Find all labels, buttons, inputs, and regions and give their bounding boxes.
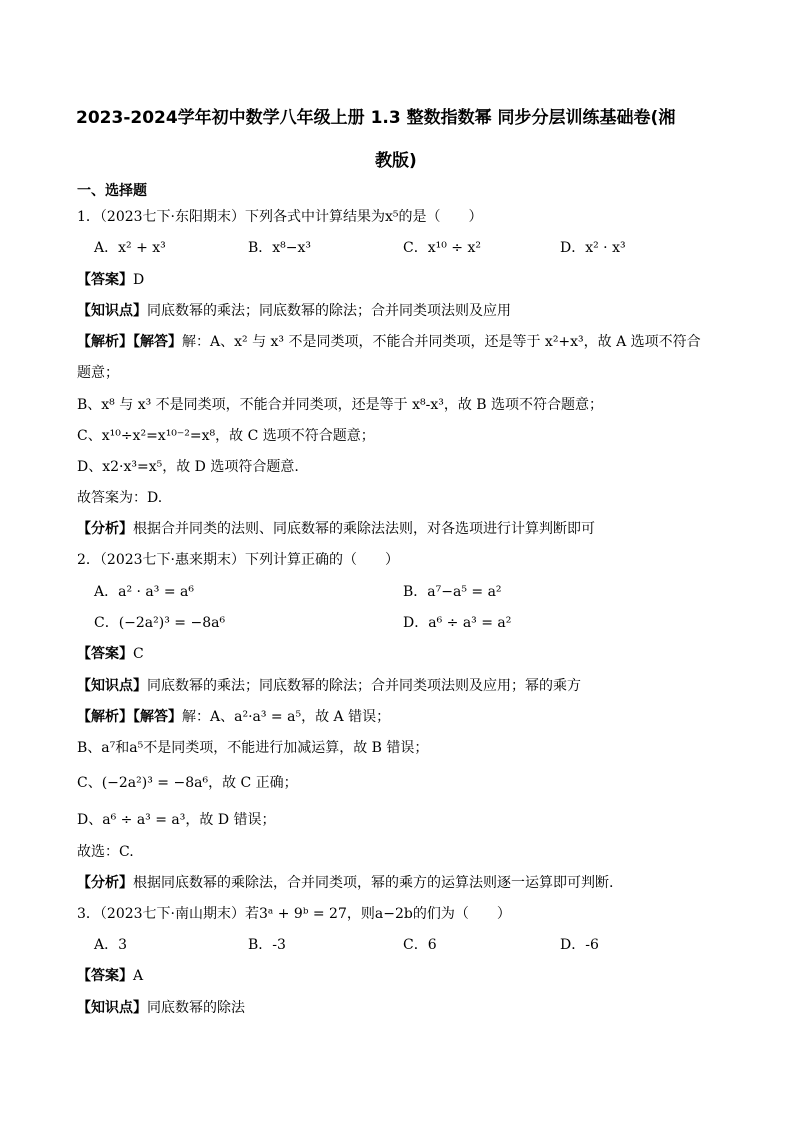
q1-knowledge: [77, 302, 511, 320]
answer-value: C: [133, 646, 144, 662]
q1-stem: 1．（2023七下·东阳期末）下列各式中计算结果为x⁵的是（ ）: [77, 209, 483, 225]
q3-option-d: D．-6: [560, 937, 599, 953]
knowledge-label: 【知识点】: [77, 1000, 147, 1016]
q2-option-b: B．a⁷−a⁵ = a²: [403, 584, 502, 600]
q1-analysis-line-6: 故答案为：D.: [77, 490, 163, 506]
q1-fenxi: [77, 520, 595, 538]
q1-analysis-line-4: C、x¹⁰÷x²=x¹⁰⁻²=x⁸，故 C 选项不符合题意；: [77, 428, 375, 444]
q2-option-d: D．a⁶ ÷ a³ = a²: [403, 615, 512, 631]
fenxi-text: 根据同底数幂的乘除法，合并同类项，幂的乘方的运算法则逐一运算即可判断.: [133, 875, 614, 891]
q2-analysis-line-3: C、(−2a²)³ = −8a⁶，故 C 正确；: [77, 775, 298, 791]
q2-knowledge: [77, 677, 581, 695]
answer-label: 【答案】: [77, 646, 133, 662]
q1-option-c: C．x¹⁰ ÷ x²: [403, 240, 481, 256]
q3-answer: [77, 967, 143, 985]
fenxi-text: 根据合并同类的法则、同底数幂的乘除法法则，对各选项进行计算判断即可: [133, 521, 595, 537]
document-title-line-2: 教版): [375, 151, 417, 171]
q1-answer: [77, 271, 144, 289]
q3-option-b: B．-3: [248, 937, 286, 953]
q2-analysis-line-5: 故选：C.: [77, 844, 134, 860]
q1-option-d: D．x² · x³: [560, 240, 626, 256]
knowledge-text: 同底数幂的除法: [147, 1000, 245, 1016]
q3-knowledge: [77, 999, 245, 1017]
analysis-label: 【解析】【解答】: [77, 334, 182, 350]
answer-label: 【答案】: [77, 272, 133, 288]
answer-value: A: [133, 968, 144, 984]
q3-option-a: A．3: [94, 937, 128, 953]
q3-stem: 3．（2023七下·南山期末）若3ᵃ + 9ᵇ = 27，则a−2b的们为（ ）: [77, 906, 511, 922]
knowledge-label: 【知识点】: [77, 303, 147, 319]
answer-value: D: [133, 272, 145, 288]
q1-analysis-line-1: [77, 333, 701, 351]
q2-analysis-line-2: B、a⁷和a⁵不是同类项，不能进行加减运算，故 B 错误；: [77, 740, 429, 756]
q2-fenxi: [77, 874, 613, 892]
answer-label: 【答案】: [77, 968, 133, 984]
fenxi-label: 【分析】: [77, 521, 133, 537]
section-heading: 一、选择题: [77, 183, 147, 199]
document-title-line-1: 2023-2024学年初中数学八年级上册 1.3 整数指数幂 同步分层训练基础卷(湘: [76, 108, 676, 128]
knowledge-text: 同底数幂的乘法；同底数幂的除法；合并同类项法则及应用: [147, 303, 511, 319]
q1-analysis-line-2: 题意；: [77, 365, 119, 381]
q1-analysis-line-3: B、x⁸ 与 x³ 不是同类项，不能合并同类项，还是等于 x⁸-x³，故 B 选项不符合题意；: [77, 397, 604, 413]
analysis-text: 解：A、a²·a³ = a⁵，故 A 错误；: [182, 709, 391, 725]
q1-option-a: A．x² + x³: [94, 240, 166, 256]
fenxi-label: 【分析】: [77, 875, 133, 891]
knowledge-label: 【知识点】: [77, 678, 147, 694]
q1-analysis-line-5: D、x2·x³=x⁵，故 D 选项符合题意.: [77, 459, 299, 475]
knowledge-text: 同底数幂的乘法；同底数幂的除法；合并同类项法则及应用；幂的乘方: [147, 678, 581, 694]
q2-option-c: C．(−2a²)³ = −8a⁶: [94, 615, 226, 631]
q2-stem: 2．（2023七下·惠来期末）下列计算正确的（ ）: [77, 552, 399, 568]
q1-option-b: B．x⁸−x³: [248, 240, 312, 256]
analysis-text: 解：A、x² 与 x³ 不是同类项，不能合并同类项，还是等于 x²+x³，故 A 选项不符合: [182, 334, 701, 350]
analysis-label: 【解析】【解答】: [77, 709, 182, 725]
q2-option-a: A．a² · a³ = a⁶: [94, 584, 194, 600]
q2-answer: [77, 645, 144, 663]
q2-analysis-line-1: [77, 708, 390, 726]
q2-analysis-line-4: D、a⁶ ÷ a³ = a³，故 D 错误；: [77, 812, 276, 828]
q3-option-c: C．6: [403, 937, 437, 953]
